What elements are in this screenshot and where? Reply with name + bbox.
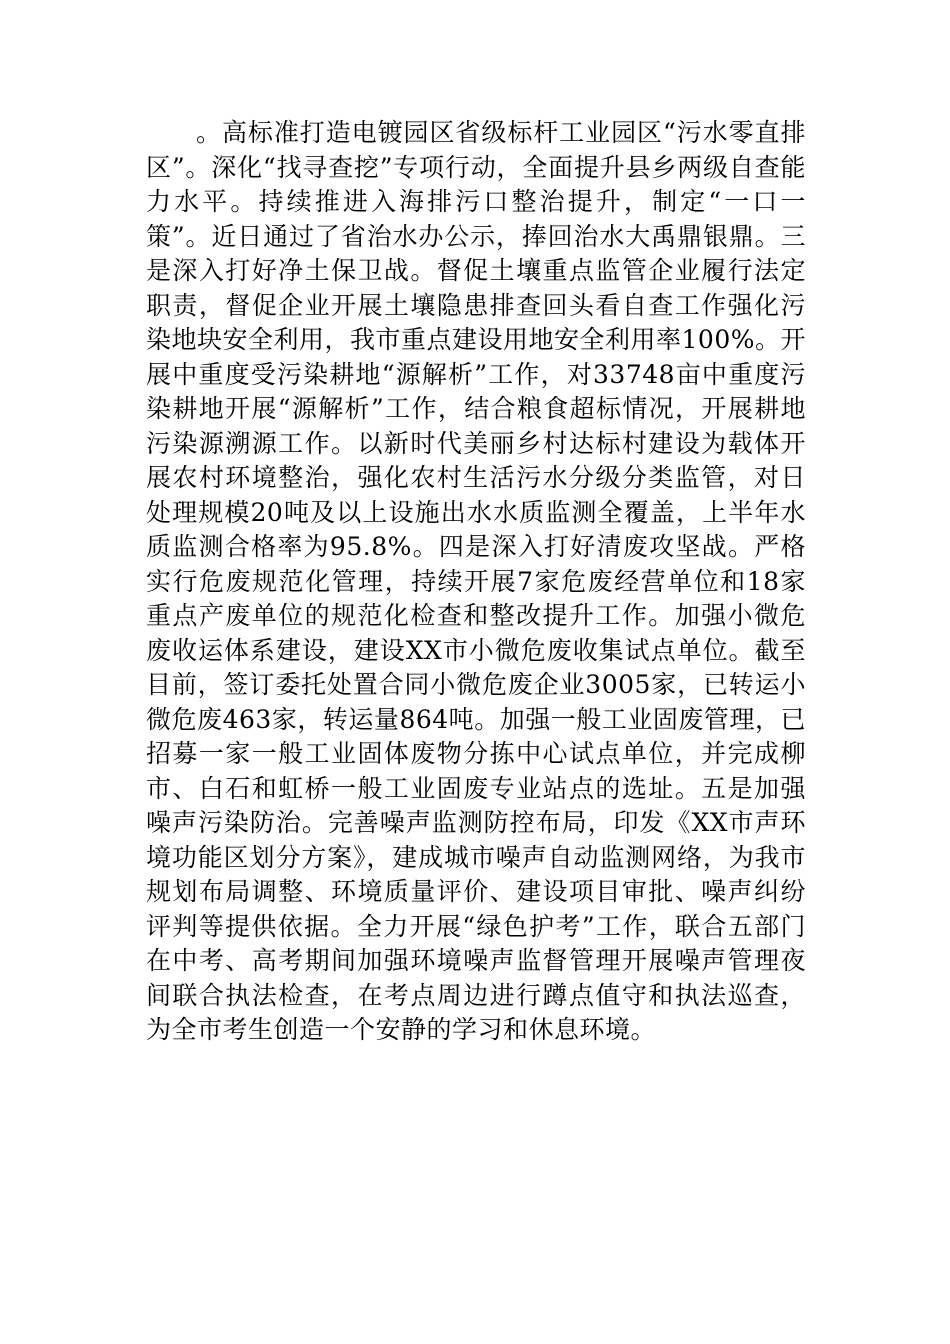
body-paragraph: 。高标准打造电镀园区省级标杆工业园区“污水零直排区”。深化“找寻查挖”专项行动，全面提升县乡两级自查能力水平。持续推进入海排污口整治提升，制定“一口一策”。近日通过了省治水办公示，捧回治水大禹鼎银鼎。三是深入打好净土保卫战。督促土壤重点监管企业履行法定职责，督促企业开展土壤隐患排查回头看自查工作强化污染地块安全利用，我市重点建设用地安全利用率100%。开展中重度受污染耕地“源解析”工作，对33748亩中重度污染耕地开展“源解析”工作，结合粮食超标情况，开展耕地污染源溯源工作。以新时代美丽乡村达标村建设为载体开展农村环境整治，强化农村生活污水分级分类监管，对日处理规模20吨及以上设施出水水质监测全覆盖，上半年水质监测合格率为95.8%。四是深入打好清废攻坚战。严格实行危废规范化管理，持续开展7家危废经营单位和18家重点产废单位的规范化检查和整改提升工作。加强小微危废收运体系建设，建设XX市小微危废收集试点单位。截至目前，签订委托处置合同小微危废企业3005家，已转运小微危废463家，转运量864吨。加强一般工业固废管理，已招募一家一般工业固体废物分拣中心试点单位，并完成柳市、白石和虹桥一般工业固废专业站点的选址。五是加强噪声污染防治。完善噪声监测防控布局，印发《XX市声环境功能区划分方案》，建成城市噪声自动监测网络，为我市规划布局调整、环境质量评价、建设项目审批、噪声纠纷评判等提供依据。全力开展“绿色护考”工作，联合五部门在中考、高考期间加强环境噪声监督管理开展噪声管理夜间联合执法检查，在考点周边进行蹲点值守和执法巡查，为全市考生创造一个安静的学习和休息环境。: [146, 118, 806, 1044]
